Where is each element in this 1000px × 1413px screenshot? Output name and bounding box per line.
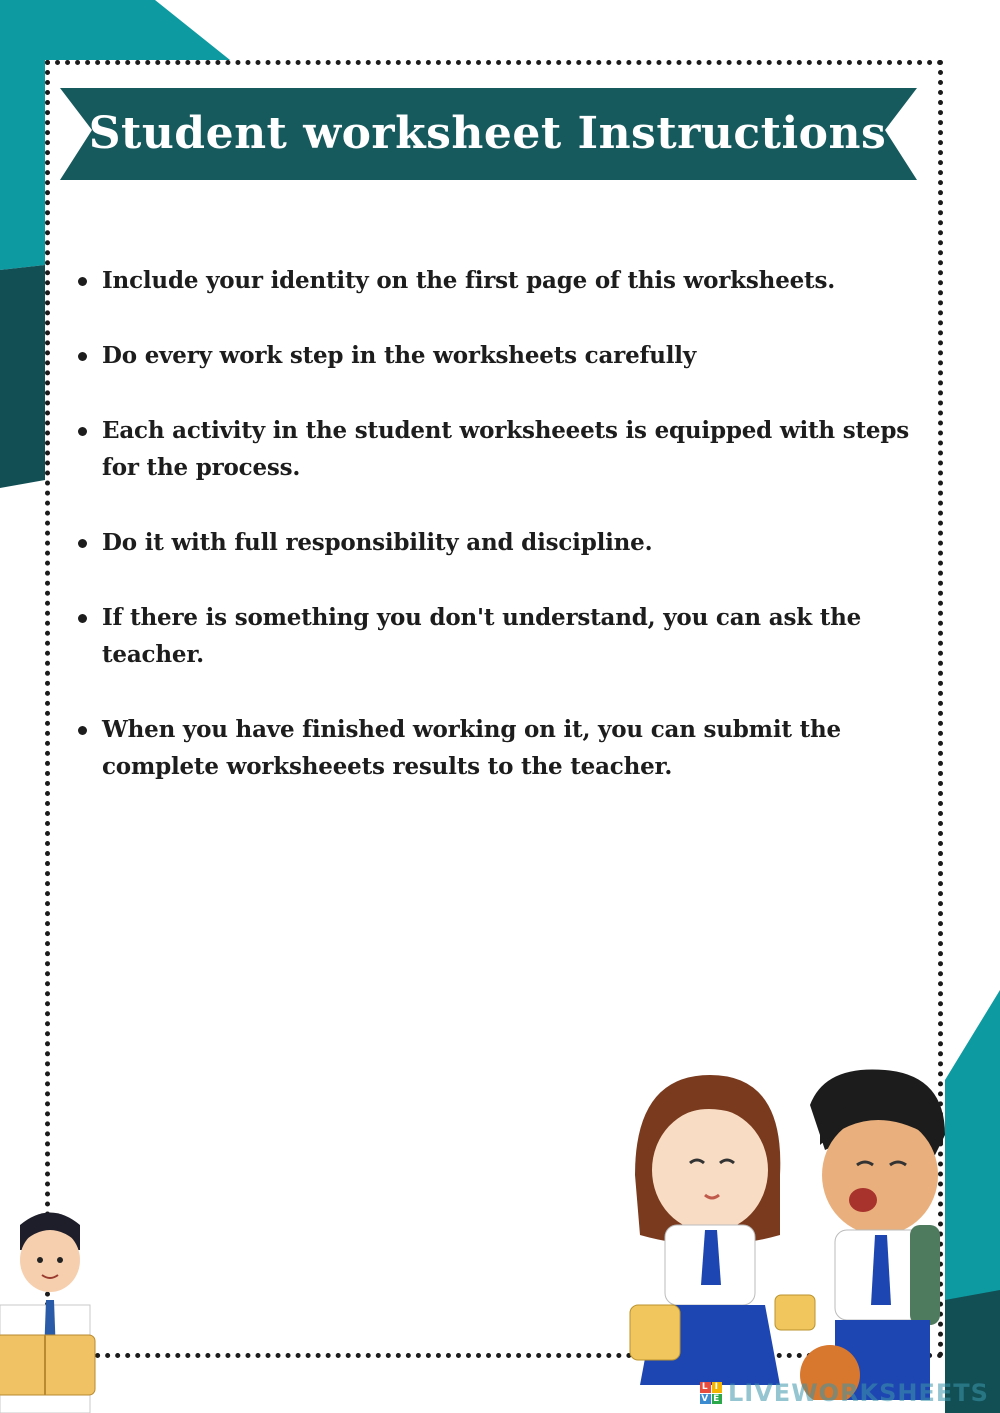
liveworksheets-watermark — [700, 1380, 989, 1406]
students-illustration — [625, 1065, 950, 1400]
instruction-item: If there is something you don't understand, you can ask the teacher. — [72, 599, 940, 673]
instruction-item: When you have finished working on it, you can submit the complete worksheeets results to the teacher. — [72, 711, 940, 785]
teacher-illustration — [0, 1205, 110, 1413]
liveworksheets-logo-icon: L I V E — [701, 1382, 721, 1404]
watermark-text: LIVEWORKSHEETS — [728, 1379, 989, 1407]
instruction-item: Each activity in the student worksheeets is equipped with steps for the process. — [72, 412, 940, 486]
instruction-item: Do it with full responsibility and discipline. — [72, 524, 940, 561]
instruction-item: Do every work step in the worksheets carefully — [72, 337, 940, 374]
instruction-item: Include your identity on the first page of this worksheets. — [72, 262, 940, 299]
left-dark-teal-shape — [0, 265, 45, 488]
page-title: Student worksheet Instructions — [88, 107, 887, 159]
instruction-list — [72, 262, 940, 823]
